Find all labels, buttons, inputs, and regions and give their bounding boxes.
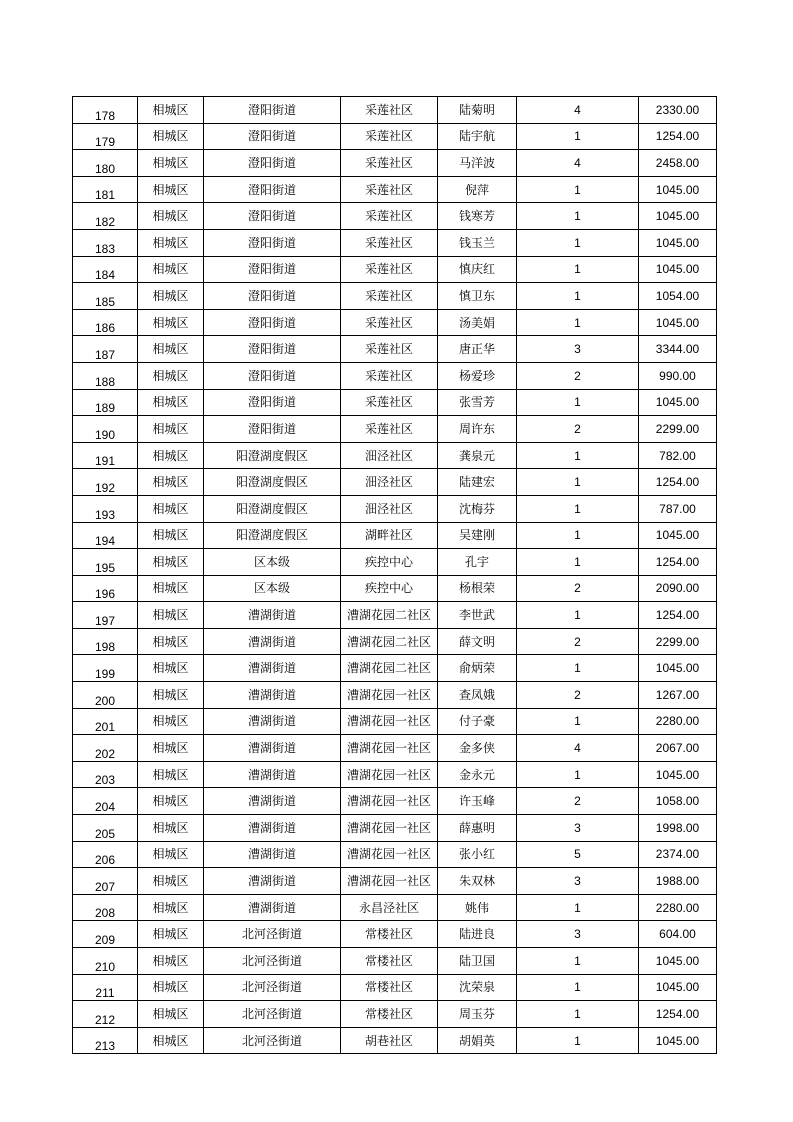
row-number-cell: 188	[73, 362, 138, 389]
row-number-cell: 199	[73, 655, 138, 682]
amount-cell: 1988.00	[639, 868, 717, 895]
household-size-cell: 1	[517, 522, 639, 549]
community-cell: 采莲社区	[341, 123, 438, 150]
community-cell: 采莲社区	[341, 176, 438, 203]
district-cell: 相城区	[138, 256, 204, 283]
amount-cell: 1058.00	[639, 788, 717, 815]
street-cell: 漕湖街道	[204, 841, 341, 868]
street-cell: 澄阳街道	[204, 283, 341, 310]
household-size-cell: 1	[517, 761, 639, 788]
table-row	[73, 495, 717, 522]
district-cell: 相城区	[138, 894, 204, 921]
household-size-cell: 1	[517, 655, 639, 682]
name-cell: 慎卫东	[438, 283, 517, 310]
district-cell: 相城区	[138, 309, 204, 336]
row-number-cell: 211	[73, 974, 138, 1001]
community-cell: 漕湖花园一社区	[341, 815, 438, 842]
district-cell: 相城区	[138, 123, 204, 150]
district-cell: 相城区	[138, 549, 204, 576]
street-cell: 漕湖街道	[204, 868, 341, 895]
name-cell: 张小红	[438, 841, 517, 868]
table-row	[73, 788, 717, 815]
household-size-cell: 1	[517, 1027, 639, 1054]
street-cell: 北河泾街道	[204, 1027, 341, 1054]
name-cell: 李世武	[438, 602, 517, 629]
street-cell: 北河泾街道	[204, 921, 341, 948]
street-cell: 北河泾街道	[204, 948, 341, 975]
amount-cell: 1045.00	[639, 203, 717, 230]
name-cell: 许玉峰	[438, 788, 517, 815]
name-cell: 姚伟	[438, 894, 517, 921]
table-row	[73, 389, 717, 416]
name-cell: 陆建宏	[438, 469, 517, 496]
table-row	[73, 708, 717, 735]
name-cell: 周许东	[438, 416, 517, 443]
amount-cell: 3344.00	[639, 336, 717, 363]
community-cell: 采莲社区	[341, 256, 438, 283]
table-row	[73, 176, 717, 203]
table-row	[73, 974, 717, 1001]
name-cell: 倪萍	[438, 176, 517, 203]
street-cell: 漕湖街道	[204, 708, 341, 735]
row-number-cell: 209	[73, 921, 138, 948]
assistance-roster-table	[72, 96, 717, 1054]
household-size-cell: 1	[517, 229, 639, 256]
community-cell: 沺泾社区	[341, 469, 438, 496]
district-cell: 相城区	[138, 176, 204, 203]
household-size-cell: 1	[517, 176, 639, 203]
amount-cell: 604.00	[639, 921, 717, 948]
district-cell: 相城区	[138, 628, 204, 655]
table-row	[73, 150, 717, 177]
amount-cell: 2067.00	[639, 735, 717, 762]
household-size-cell: 1	[517, 948, 639, 975]
district-cell: 相城区	[138, 203, 204, 230]
name-cell: 周玉芬	[438, 1001, 517, 1028]
household-size-cell: 2	[517, 628, 639, 655]
name-cell: 龚泉元	[438, 442, 517, 469]
amount-cell: 1045.00	[639, 522, 717, 549]
district-cell: 相城区	[138, 495, 204, 522]
name-cell: 陆卫国	[438, 948, 517, 975]
household-size-cell: 2	[517, 575, 639, 602]
district-cell: 相城区	[138, 97, 204, 124]
row-number-cell: 190	[73, 416, 138, 443]
row-number-cell: 191	[73, 442, 138, 469]
street-cell: 漕湖街道	[204, 788, 341, 815]
name-cell: 吴建刚	[438, 522, 517, 549]
table-row	[73, 469, 717, 496]
row-number-cell: 201	[73, 708, 138, 735]
household-size-cell: 2	[517, 788, 639, 815]
street-cell: 漕湖街道	[204, 682, 341, 709]
district-cell: 相城区	[138, 362, 204, 389]
table-row	[73, 682, 717, 709]
street-cell: 漕湖街道	[204, 761, 341, 788]
name-cell: 查凤娥	[438, 682, 517, 709]
table-row	[73, 283, 717, 310]
street-cell: 澄阳街道	[204, 309, 341, 336]
amount-cell: 1045.00	[639, 389, 717, 416]
amount-cell: 1254.00	[639, 469, 717, 496]
table-row	[73, 921, 717, 948]
row-number-cell: 200	[73, 682, 138, 709]
community-cell: 漕湖花园一社区	[341, 868, 438, 895]
community-cell: 疾控中心	[341, 575, 438, 602]
table-row	[73, 575, 717, 602]
community-cell: 采莲社区	[341, 309, 438, 336]
amount-cell: 1254.00	[639, 123, 717, 150]
street-cell: 澄阳街道	[204, 256, 341, 283]
name-cell: 朱双林	[438, 868, 517, 895]
street-cell: 漕湖街道	[204, 602, 341, 629]
household-size-cell: 1	[517, 123, 639, 150]
district-cell: 相城区	[138, 522, 204, 549]
community-cell: 采莲社区	[341, 229, 438, 256]
community-cell: 漕湖花园二社区	[341, 628, 438, 655]
street-cell: 阳澄湖度假区	[204, 522, 341, 549]
district-cell: 相城区	[138, 815, 204, 842]
community-cell: 常楼社区	[341, 948, 438, 975]
street-cell: 澄阳街道	[204, 176, 341, 203]
row-number-cell: 197	[73, 602, 138, 629]
street-cell: 区本级	[204, 575, 341, 602]
household-size-cell: 1	[517, 389, 639, 416]
name-cell: 张雪芳	[438, 389, 517, 416]
street-cell: 澄阳街道	[204, 416, 341, 443]
street-cell: 澄阳街道	[204, 150, 341, 177]
table-row	[73, 1001, 717, 1028]
name-cell: 俞炳荣	[438, 655, 517, 682]
community-cell: 沺泾社区	[341, 442, 438, 469]
district-cell: 相城区	[138, 708, 204, 735]
district-cell: 相城区	[138, 682, 204, 709]
street-cell: 澄阳街道	[204, 336, 341, 363]
district-cell: 相城区	[138, 788, 204, 815]
name-cell: 金永元	[438, 761, 517, 788]
street-cell: 澄阳街道	[204, 203, 341, 230]
district-cell: 相城区	[138, 229, 204, 256]
community-cell: 漕湖花园一社区	[341, 788, 438, 815]
district-cell: 相城区	[138, 735, 204, 762]
row-number-cell: 181	[73, 176, 138, 203]
district-cell: 相城区	[138, 974, 204, 1001]
row-number-cell: 192	[73, 469, 138, 496]
amount-cell: 1254.00	[639, 549, 717, 576]
table-row	[73, 416, 717, 443]
street-cell: 漕湖街道	[204, 894, 341, 921]
street-cell: 澄阳街道	[204, 362, 341, 389]
table-row	[73, 549, 717, 576]
amount-cell: 1045.00	[639, 761, 717, 788]
table-row	[73, 123, 717, 150]
community-cell: 采莲社区	[341, 97, 438, 124]
row-number-cell: 178	[73, 97, 138, 124]
district-cell: 相城区	[138, 761, 204, 788]
community-cell: 采莲社区	[341, 150, 438, 177]
household-size-cell: 1	[517, 708, 639, 735]
table-row	[73, 894, 717, 921]
district-cell: 相城区	[138, 575, 204, 602]
table-row	[73, 256, 717, 283]
amount-cell: 1254.00	[639, 602, 717, 629]
amount-cell: 2458.00	[639, 150, 717, 177]
table-row	[73, 522, 717, 549]
household-size-cell: 1	[517, 894, 639, 921]
district-cell: 相城区	[138, 469, 204, 496]
community-cell: 采莲社区	[341, 336, 438, 363]
table-row	[73, 336, 717, 363]
household-size-cell: 2	[517, 362, 639, 389]
community-cell: 漕湖花园一社区	[341, 841, 438, 868]
name-cell: 马洋波	[438, 150, 517, 177]
household-size-cell: 2	[517, 416, 639, 443]
district-cell: 相城区	[138, 841, 204, 868]
street-cell: 北河泾街道	[204, 974, 341, 1001]
row-number-cell: 183	[73, 229, 138, 256]
row-number-cell: 185	[73, 283, 138, 310]
row-number-cell: 187	[73, 336, 138, 363]
community-cell: 漕湖花园一社区	[341, 761, 438, 788]
community-cell: 采莲社区	[341, 389, 438, 416]
community-cell: 湖畔社区	[341, 522, 438, 549]
district-cell: 相城区	[138, 1027, 204, 1054]
row-number-cell: 208	[73, 894, 138, 921]
name-cell: 陆宇航	[438, 123, 517, 150]
district-cell: 相城区	[138, 921, 204, 948]
community-cell: 漕湖花园一社区	[341, 682, 438, 709]
name-cell: 沈梅芬	[438, 495, 517, 522]
row-number-cell: 204	[73, 788, 138, 815]
table-body	[73, 97, 717, 1054]
amount-cell: 782.00	[639, 442, 717, 469]
district-cell: 相城区	[138, 416, 204, 443]
row-number-cell: 189	[73, 389, 138, 416]
street-cell: 阳澄湖度假区	[204, 469, 341, 496]
household-size-cell: 1	[517, 309, 639, 336]
amount-cell: 1254.00	[639, 1001, 717, 1028]
name-cell: 胡娟英	[438, 1027, 517, 1054]
district-cell: 相城区	[138, 655, 204, 682]
table-row	[73, 868, 717, 895]
street-cell: 北河泾街道	[204, 1001, 341, 1028]
table-row	[73, 628, 717, 655]
row-number-cell: 203	[73, 761, 138, 788]
district-cell: 相城区	[138, 389, 204, 416]
table-row	[73, 97, 717, 124]
household-size-cell: 1	[517, 283, 639, 310]
community-cell: 疾控中心	[341, 549, 438, 576]
row-number-cell: 179	[73, 123, 138, 150]
household-size-cell: 3	[517, 868, 639, 895]
community-cell: 漕湖花园二社区	[341, 602, 438, 629]
name-cell: 唐正华	[438, 336, 517, 363]
district-cell: 相城区	[138, 336, 204, 363]
name-cell: 金多侠	[438, 735, 517, 762]
household-size-cell: 1	[517, 974, 639, 1001]
table-row	[73, 602, 717, 629]
name-cell: 陆进良	[438, 921, 517, 948]
row-number-cell: 180	[73, 150, 138, 177]
row-number-cell: 206	[73, 841, 138, 868]
amount-cell: 787.00	[639, 495, 717, 522]
street-cell: 漕湖街道	[204, 815, 341, 842]
name-cell: 沈荣泉	[438, 974, 517, 1001]
household-size-cell: 1	[517, 549, 639, 576]
amount-cell: 2090.00	[639, 575, 717, 602]
street-cell: 澄阳街道	[204, 389, 341, 416]
table-row	[73, 442, 717, 469]
table-row	[73, 841, 717, 868]
name-cell: 钱寒芳	[438, 203, 517, 230]
row-number-cell: 205	[73, 815, 138, 842]
row-number-cell: 207	[73, 868, 138, 895]
row-number-cell: 198	[73, 628, 138, 655]
amount-cell: 2299.00	[639, 416, 717, 443]
table-row	[73, 362, 717, 389]
row-number-cell: 194	[73, 522, 138, 549]
community-cell: 常楼社区	[341, 974, 438, 1001]
table-row	[73, 229, 717, 256]
community-cell: 常楼社区	[341, 921, 438, 948]
name-cell: 陆菊明	[438, 97, 517, 124]
household-size-cell: 1	[517, 469, 639, 496]
household-size-cell: 2	[517, 682, 639, 709]
amount-cell: 990.00	[639, 362, 717, 389]
community-cell: 漕湖花园一社区	[341, 735, 438, 762]
street-cell: 漕湖街道	[204, 628, 341, 655]
household-size-cell: 1	[517, 495, 639, 522]
table-row	[73, 735, 717, 762]
amount-cell: 2280.00	[639, 708, 717, 735]
community-cell: 采莲社区	[341, 362, 438, 389]
community-cell: 常楼社区	[341, 1001, 438, 1028]
household-size-cell: 3	[517, 336, 639, 363]
household-size-cell: 1	[517, 602, 639, 629]
row-number-cell: 212	[73, 1001, 138, 1028]
district-cell: 相城区	[138, 868, 204, 895]
table-row	[73, 203, 717, 230]
row-number-cell: 196	[73, 575, 138, 602]
row-number-cell: 213	[73, 1027, 138, 1054]
amount-cell: 2299.00	[639, 628, 717, 655]
amount-cell: 2374.00	[639, 841, 717, 868]
name-cell: 慎庆红	[438, 256, 517, 283]
street-cell: 漕湖街道	[204, 655, 341, 682]
street-cell: 区本级	[204, 549, 341, 576]
table-row	[73, 761, 717, 788]
row-number-cell: 186	[73, 309, 138, 336]
row-number-cell: 210	[73, 948, 138, 975]
amount-cell: 1045.00	[639, 256, 717, 283]
household-size-cell: 1	[517, 256, 639, 283]
row-number-cell: 182	[73, 203, 138, 230]
community-cell: 沺泾社区	[341, 495, 438, 522]
community-cell: 采莲社区	[341, 203, 438, 230]
amount-cell: 1045.00	[639, 655, 717, 682]
household-size-cell: 3	[517, 921, 639, 948]
street-cell: 澄阳街道	[204, 123, 341, 150]
name-cell: 薛惠明	[438, 815, 517, 842]
row-number-cell: 195	[73, 549, 138, 576]
street-cell: 澄阳街道	[204, 229, 341, 256]
household-size-cell: 5	[517, 841, 639, 868]
street-cell: 漕湖街道	[204, 735, 341, 762]
district-cell: 相城区	[138, 283, 204, 310]
amount-cell: 1045.00	[639, 974, 717, 1001]
household-size-cell: 1	[517, 442, 639, 469]
table-row	[73, 1027, 717, 1054]
name-cell: 孔宇	[438, 549, 517, 576]
household-size-cell: 4	[517, 150, 639, 177]
amount-cell: 2280.00	[639, 894, 717, 921]
amount-cell: 1045.00	[639, 1027, 717, 1054]
household-size-cell: 1	[517, 1001, 639, 1028]
household-size-cell: 4	[517, 735, 639, 762]
street-cell: 阳澄湖度假区	[204, 495, 341, 522]
name-cell: 钱玉兰	[438, 229, 517, 256]
table-row	[73, 309, 717, 336]
street-cell: 澄阳街道	[204, 97, 341, 124]
district-cell: 相城区	[138, 442, 204, 469]
name-cell: 汤美娟	[438, 309, 517, 336]
community-cell: 漕湖花园二社区	[341, 655, 438, 682]
district-cell: 相城区	[138, 602, 204, 629]
row-number-cell: 193	[73, 495, 138, 522]
row-number-cell: 202	[73, 735, 138, 762]
name-cell: 薛文明	[438, 628, 517, 655]
name-cell: 杨爱珍	[438, 362, 517, 389]
amount-cell: 1045.00	[639, 948, 717, 975]
household-size-cell: 3	[517, 815, 639, 842]
district-cell: 相城区	[138, 1001, 204, 1028]
amount-cell: 1267.00	[639, 682, 717, 709]
row-number-cell: 184	[73, 256, 138, 283]
community-cell: 胡巷社区	[341, 1027, 438, 1054]
name-cell: 杨根荣	[438, 575, 517, 602]
amount-cell: 1045.00	[639, 309, 717, 336]
name-cell: 付子豪	[438, 708, 517, 735]
table-row	[73, 815, 717, 842]
community-cell: 永昌泾社区	[341, 894, 438, 921]
household-size-cell: 1	[517, 203, 639, 230]
community-cell: 采莲社区	[341, 283, 438, 310]
amount-cell: 1998.00	[639, 815, 717, 842]
street-cell: 阳澄湖度假区	[204, 442, 341, 469]
table-row	[73, 655, 717, 682]
community-cell: 采莲社区	[341, 416, 438, 443]
amount-cell: 2330.00	[639, 97, 717, 124]
community-cell: 漕湖花园一社区	[341, 708, 438, 735]
amount-cell: 1054.00	[639, 283, 717, 310]
amount-cell: 1045.00	[639, 229, 717, 256]
district-cell: 相城区	[138, 948, 204, 975]
district-cell: 相城区	[138, 150, 204, 177]
table-row	[73, 948, 717, 975]
amount-cell: 1045.00	[639, 176, 717, 203]
household-size-cell: 4	[517, 97, 639, 124]
